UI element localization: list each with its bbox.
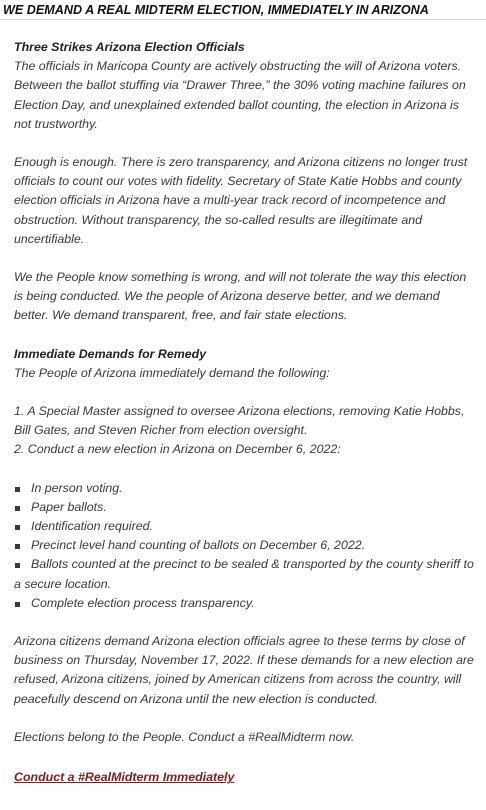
paragraph: Enough is enough. There is zero transparency, and Arizona citizens no longer trust officials to count our votes with fidelity. Secretary of State Katie Hobbs and county election officials in Arizona have a multi-year track record of incompetence and obstruction. Without transparency, the so-called results are illegitimate and uncertifiable. <box>14 155 468 246</box>
list-item: Precinct level hand counting of ballots on December 6, 2022. <box>14 536 476 555</box>
banner-title: WE DEMAND A REAL MIDTERM ELECTION, IMMEDIATELY IN ARIZONA <box>0 1 486 20</box>
bullet-icon <box>15 506 20 511</box>
bullet-icon <box>15 544 20 549</box>
bullet-icon <box>15 602 20 607</box>
real-midterm-link[interactable]: Conduct a #RealMidterm Immediately <box>14 770 235 785</box>
list-item: Complete election process transparency. <box>14 594 476 613</box>
closing-paragraph: Elections belong to the People. Conduct a #RealMidterm now. <box>14 729 355 744</box>
list-item: Paper ballots. <box>14 498 476 517</box>
section-heading-strikes: Three Strikes Arizona Election Officials <box>14 40 245 54</box>
numbered-item: 2. Conduct a new election in Arizona on December 6, 2022: <box>14 442 341 457</box>
closing-paragraph: Arizona citizens demand Arizona election officials agree to these terms by close of business on Thursday, November 17, 2022. If these demands for a new election are refused, Arizona citizens, joined by American citizens from across the country, will peacefully descend on Arizona until the new election is conducted. <box>14 634 474 706</box>
list-item: In person voting. <box>14 479 476 498</box>
paragraph: The officials in Maricopa County are actively obstructing the will of Arizona voters. Between the ballot stuffing via “Drawer Three,” the 30% voting machine failures on Election Day, and unexplained extended ballot counting, the election in Arizona is not trustworthy. <box>14 59 466 131</box>
bullet-icon <box>15 525 20 530</box>
bullet-icon <box>15 563 20 568</box>
article-body <box>14 38 476 787</box>
numbered-item: 1. A Special Master assigned to oversee Arizona elections, removing Katie Hobbs, Bill Gates, and Steven Richer from election oversight. <box>14 404 465 438</box>
section-heading-demands: Immediate Demands for Remedy <box>14 346 207 361</box>
demands-intro: The People of Arizona immediately demand the following: <box>14 365 330 380</box>
paragraph: We the People know something is wrong, and will not tolerate the way this election is being conducted. We the people of Arizona deserve better, and we demand better. We demand transparent, free, and fair state elections. <box>14 270 467 323</box>
list-item: Ballots counted at the precinct to be sealed & transported by the county sheriff to a secure location. <box>14 557 474 591</box>
bullet-list <box>14 479 476 613</box>
list-item: Identification required. <box>14 517 476 536</box>
bullet-icon <box>15 487 20 492</box>
